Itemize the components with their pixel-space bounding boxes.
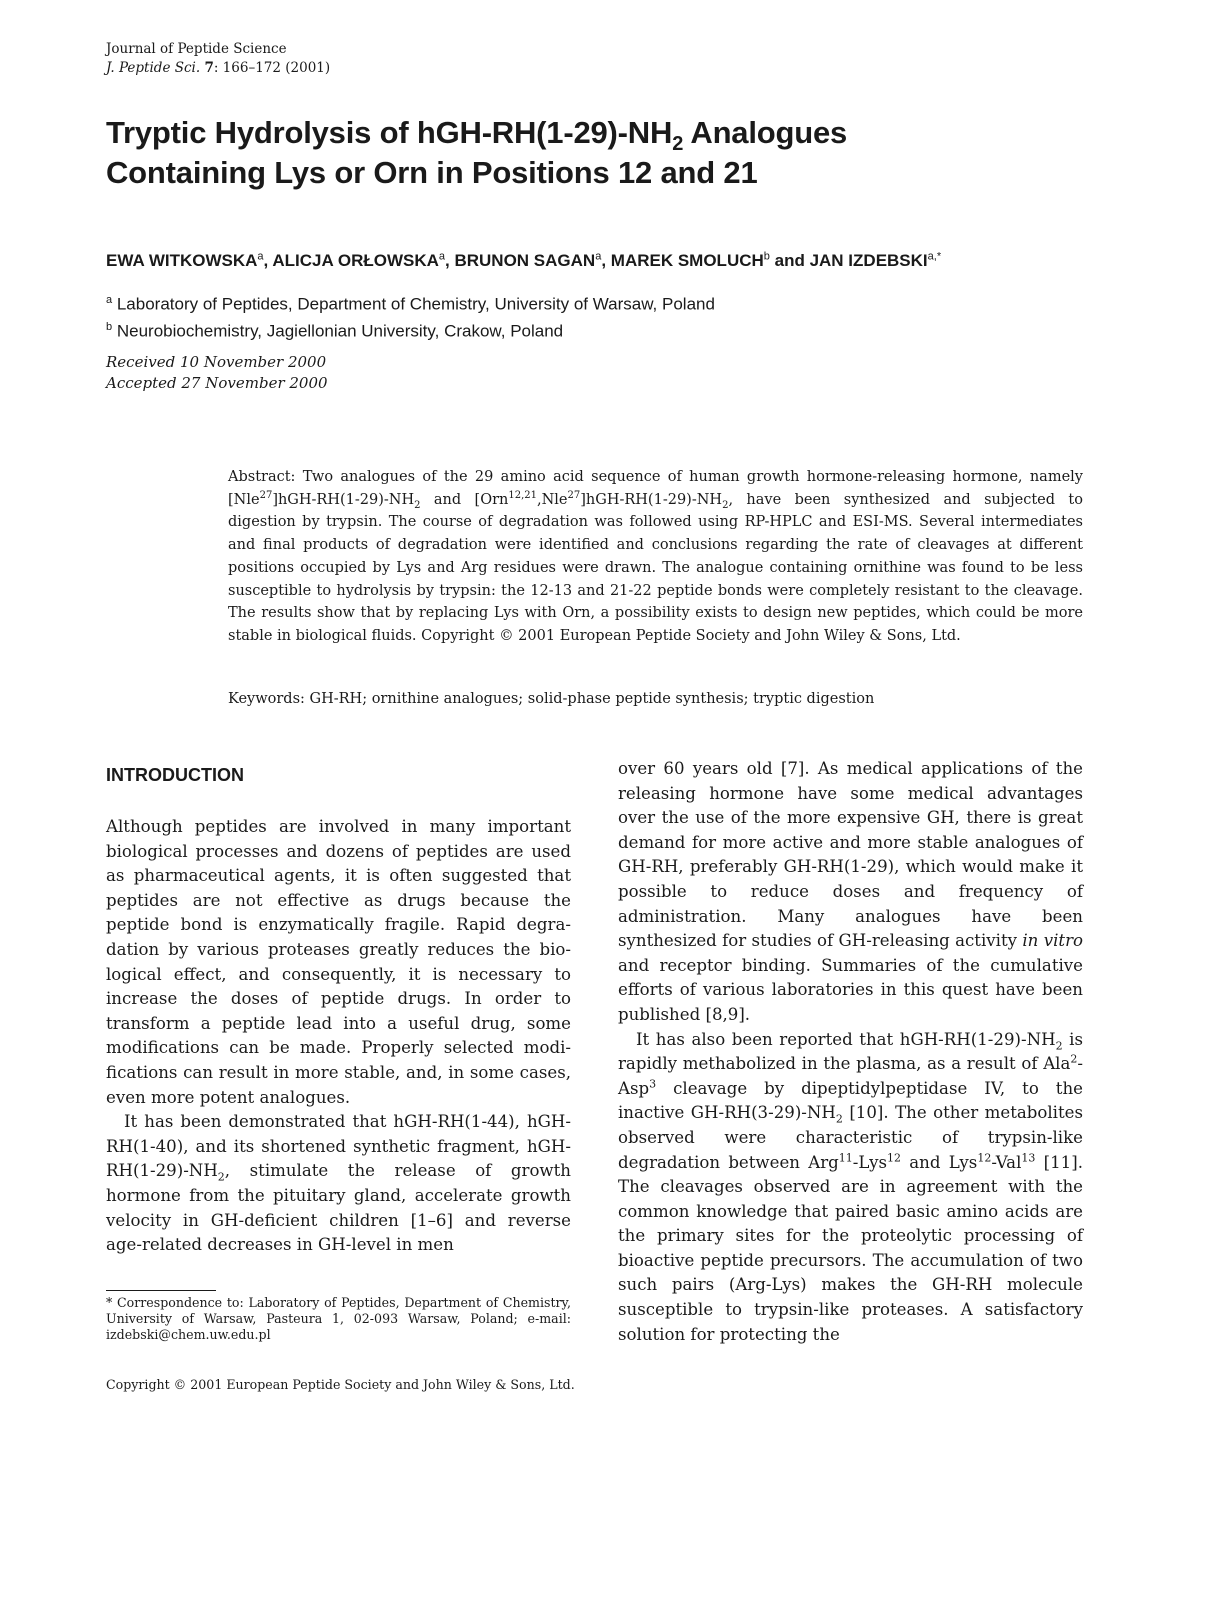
received-date: Received 10 November 2000: [106, 353, 327, 371]
paragraph: Although peptides are involved in many important biological processes and dozens of peptides are used as pharmaceutical agents, it is often suggested that peptides are not effective as drugs because the peptide bond is enzymatically fragile. Rapid degradation by various proteases greatly reduces the biological effect, and consequently, it is necessary to increase the doses of peptide drugs. In order to transform a peptide lead into a useful drug, some modifications can be made. Properly selected modifications can result in more stable, and, in some cases, even more potent analogues.: [106, 817, 571, 1107]
text-sup: 13: [1021, 1150, 1036, 1164]
text-run: and Lys: [900, 1152, 978, 1172]
text-run: cleavage by dipeptidylpeptidase IV, to the inactive GH-RH(3-29)-NH: [618, 1078, 1083, 1123]
footnote-rule: [106, 1290, 216, 1291]
abstract-sub: 2: [414, 499, 421, 511]
author-separator: ,: [263, 250, 273, 270]
citation-volume: 7: [204, 60, 214, 76]
paragraph: [618, 757, 1083, 1028]
text-sup: 12: [886, 1150, 901, 1164]
abstract-run: ,Nle: [537, 491, 568, 508]
author: [106, 251, 272, 270]
abstract-run: , have been synthesized and subjected to digestion by trypsin. The course of degradation was followed using RP-HPLC and ESI-MS. Several intermediates and final products of degradation were identified and conclusions regarding the rate of cleavages at different positions occupied by Lys and Arg residues were drawn. The analogue containing ornithine was found to be less susceptible to hydrolysis by trypsin: the 12-13 and 21-22 peptide bonds were completely resistant to the cleavage. The results show that by replacing Lys with Orn, a possibility exists to design new peptides, which could be more stable in biological fluids. Copyright © 2001 European Peptide Society and John Wiley & Sons, Ltd.: [228, 491, 1083, 644]
left-column: [106, 815, 571, 1258]
dates: [106, 352, 328, 394]
title-text-2: Analogues: [683, 115, 848, 150]
author-name: EWA WITKOWSKA: [106, 250, 258, 270]
author: [611, 251, 810, 270]
author-affiliation-mark: a: [257, 250, 264, 262]
author: [454, 251, 610, 270]
journal-header: [106, 40, 330, 78]
text-sup: 12: [977, 1150, 992, 1164]
text-sub: 2: [1055, 1038, 1063, 1052]
author-name: BRUNON SAGAN: [454, 250, 596, 270]
text-sup: 3: [649, 1077, 657, 1091]
citation-pages: : 166–172 (2001): [213, 60, 331, 76]
text-run: -Val: [991, 1152, 1022, 1172]
italic-text: in vitro: [1022, 931, 1083, 951]
abstract-sup: 12,21: [508, 489, 537, 501]
author-list: [106, 245, 941, 272]
text-run: , stimulate the release of growth hormone from the pituitary gland, accelerate growth velocity in GH-deficient children [1–6] and reverse age-related decreases in GH-level in men: [106, 1161, 571, 1255]
text-run: over 60 years old [7]. As medical applications of the releasing hormone have some medical advantages over the use of the more expensive GH, there is great demand for more active and more stable analogues of GH-RH, preferably GH-RH(1-29), which would make it possible to reduce doses and frequency of administration. Many analogues have been synthesized for studies of GH-releasing activity: [618, 759, 1083, 951]
abstract-run: ]hGH-RH(1-29)-NH: [580, 491, 723, 508]
author-affiliation-mark: a,*: [927, 250, 942, 262]
author-name: MAREK SMOLUCH: [610, 250, 764, 270]
affiliation: [106, 289, 715, 316]
right-column: [618, 757, 1083, 1347]
paragraph: [106, 1110, 571, 1258]
abstract-sup: 27: [567, 489, 581, 501]
author: [272, 251, 454, 270]
citation-journal: J. Peptide Sci.: [106, 60, 201, 76]
affiliations: [106, 289, 715, 342]
author-separator: ,: [601, 250, 611, 270]
affiliation: [106, 316, 715, 343]
abstract-sub: 2: [722, 499, 729, 511]
section-heading-introduction: INTRODUCTION: [106, 765, 244, 785]
title-line-2: Containing Lys or Orn in Positions 12 and 21: [106, 155, 758, 190]
author-affiliation-mark: a: [595, 250, 602, 262]
affiliation-text: Neurobiochemistry, Jagiellonian University, Crakow, Poland: [112, 321, 564, 341]
text-sub: 2: [217, 1170, 225, 1184]
text-run: is rapidly methabolized in the plasma, as a result of Ala: [618, 1029, 1083, 1074]
keywords: Keywords: GH-RH; ornithine analogues; solid-phase peptide synthesis; tryptic digestion: [228, 691, 875, 707]
journal-citation: [106, 59, 330, 78]
author-separator: and: [769, 250, 810, 270]
abstract-run: ]hGH-RH(1-29)-NH: [272, 491, 415, 508]
correspondence-footnote: * Correspondence to: Laboratory of Peptides, Department of Chemistry, University of Warsaw, Pasteura 1, 02-093 Warsaw, Poland; e-mail: izdebski@chem.uw.edu.pl: [106, 1295, 571, 1342]
author-affiliation-mark: b: [763, 250, 770, 262]
author-affiliation-mark: a: [438, 250, 446, 262]
text-run: -Asp: [618, 1054, 1083, 1098]
author-separator: ,: [445, 250, 455, 270]
journal-name: Journal of Peptide Science: [106, 41, 287, 57]
abstract: [228, 466, 1083, 648]
abstract-run: and [Orn: [420, 491, 509, 508]
author-name: JAN IZDEBSKI: [809, 250, 928, 270]
abstract-sup: 27: [259, 489, 273, 501]
text-sub: 2: [835, 1112, 843, 1126]
text-sup: 2: [1070, 1052, 1078, 1066]
article-title: [106, 113, 1086, 193]
affiliation-text: Laboratory of Peptides, Department of Chemistry, University of Warsaw, Poland: [112, 294, 715, 314]
paragraph: [618, 1028, 1083, 1348]
accepted-date: Accepted 27 November 2000: [106, 374, 328, 392]
text-run: -Lys: [852, 1152, 887, 1172]
title-sub: 2: [672, 133, 684, 156]
text-run: It has also been reported that hGH-RH(1-29)-NH: [636, 1029, 1056, 1049]
abstract-text: [228, 466, 1083, 648]
text-sup: 11: [838, 1150, 853, 1164]
affiliation-mark: b: [106, 320, 113, 333]
text-run: [11]. The cleavages observed are in agreement with the common knowledge that paired basic amino acids are the primary sites for the proteolytic processing of bioactive peptide precursors. The accumulation of two such pairs (Arg-Lys) makes the GH-RH molecule susceptible to trypsin-like proteases. A satisfactory solution for protecting the: [618, 1152, 1083, 1344]
copyright-line: Copyright © 2001 European Peptide Society and John Wiley & Sons, Ltd.: [106, 1377, 575, 1392]
title-text-1: Tryptic Hydrolysis of hGH-RH(1-29)-NH: [106, 115, 673, 150]
abstract-run: Abstract: Two analogues of the 29 amino acid sequence of human growth hormone-releasing hormone, namely [Nle: [228, 469, 1083, 508]
text-run: It has been demonstrated that hGH-RH(1-44), hGH-RH(1-40), and its shortened synthetic fragment, hGH-RH(1-29)-NH: [106, 1112, 571, 1181]
text-run: [10]. The other metabolites observed were characteristic of trypsin-like degradation between Arg: [618, 1103, 1083, 1172]
author: [810, 251, 942, 270]
affiliation-mark: a: [106, 294, 113, 306]
text-run: and receptor binding. Summaries of the cumulative efforts of various laboratories in this quest have been published [8,9].: [618, 955, 1083, 1024]
author-name: ALICJA ORŁOWSKA: [272, 250, 439, 270]
